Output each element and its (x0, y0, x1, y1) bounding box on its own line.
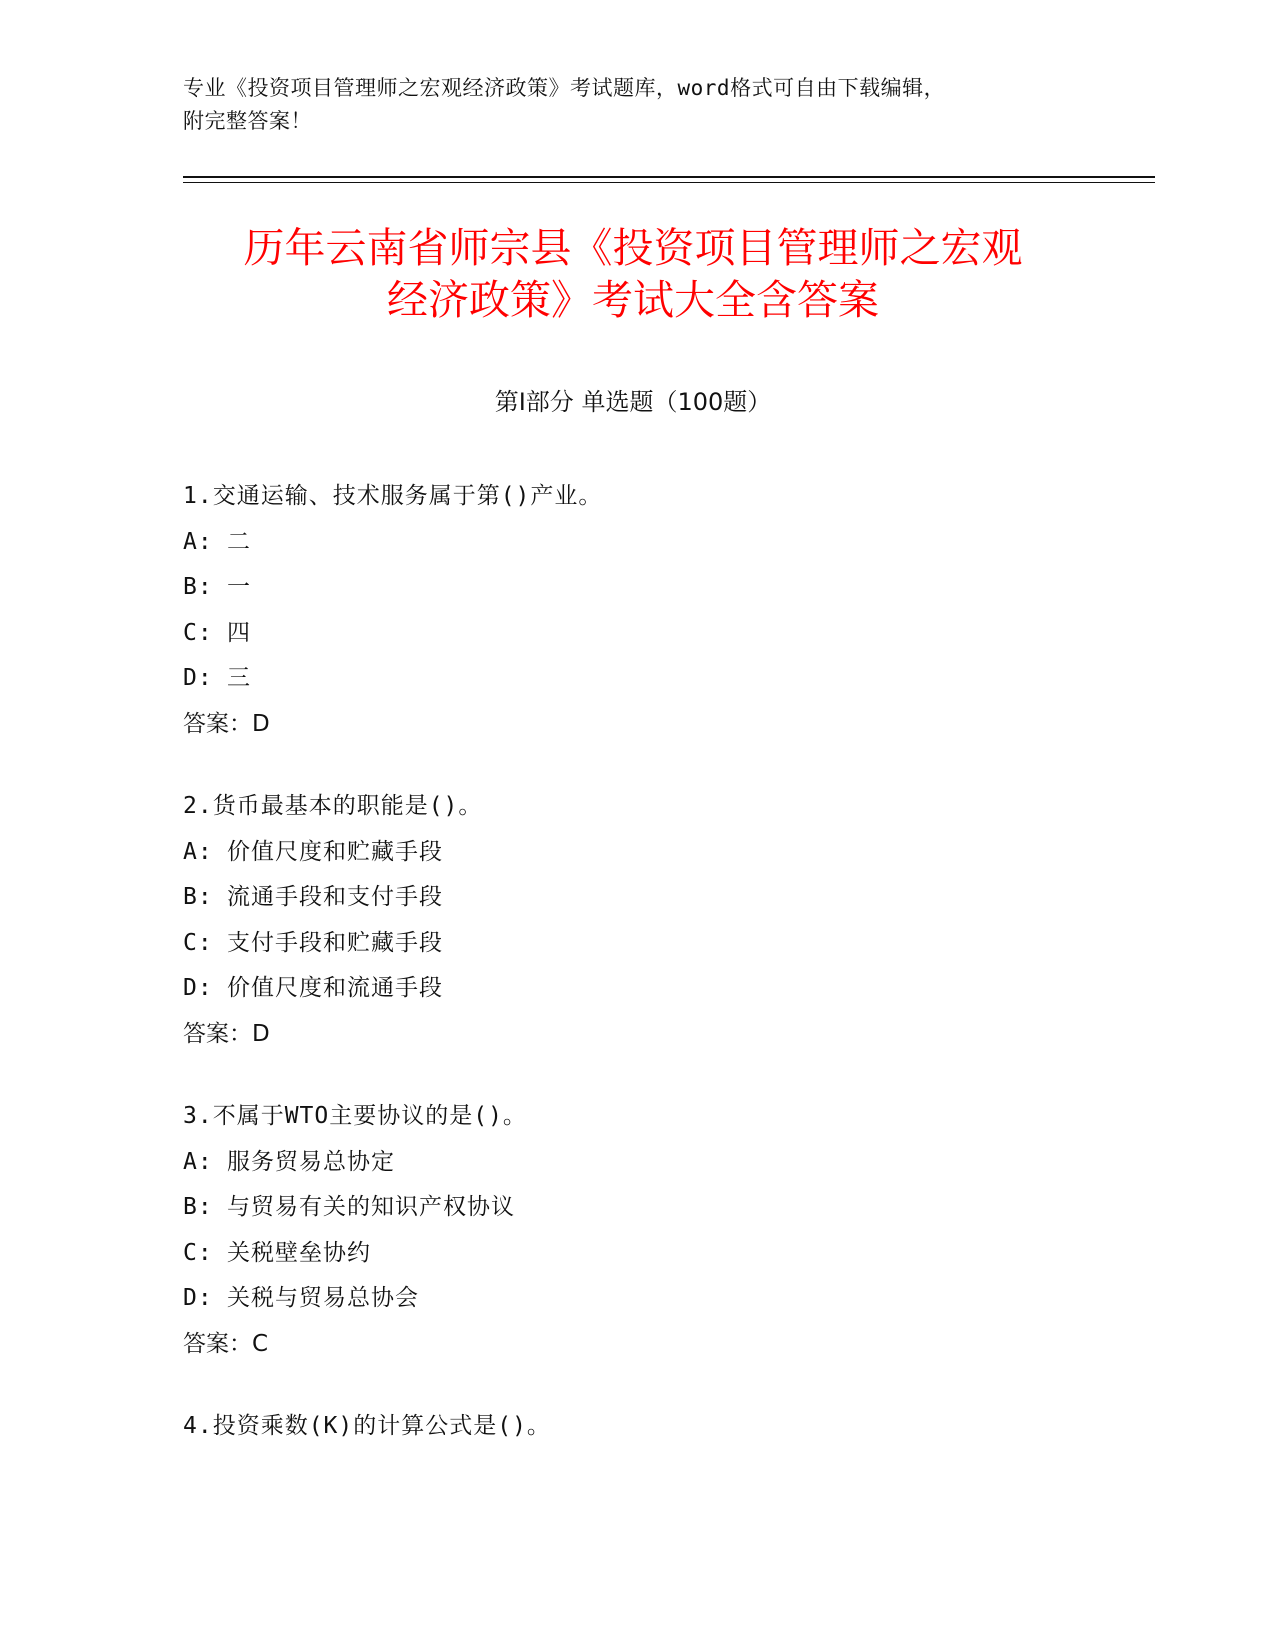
answer-line: 答案：D (183, 710, 270, 737)
question-item (183, 784, 1083, 1057)
document-title (183, 222, 1083, 326)
option-key: A: (183, 838, 213, 865)
option-key: A: (183, 1148, 213, 1175)
option-key: D: (183, 1285, 213, 1311)
question-stem: 3.不属于WTO主要协议的是()。 (183, 1103, 527, 1129)
question-item (183, 1404, 1083, 1450)
option-text: 二 (227, 528, 251, 555)
option-b (183, 565, 1083, 611)
option-key: B: (183, 574, 213, 600)
header-note-line-1: 专业《投资项目管理师之宏观经济政策》考试题库，word格式可自由下载编辑， (183, 76, 946, 100)
option-text: 四 (227, 619, 251, 646)
option-text: 关税与贸易总协会 (227, 1285, 419, 1311)
option-key: A: (183, 528, 213, 555)
header-note-line-2: 附完整答案！ (183, 109, 312, 133)
answer-line: 答案：C (183, 1330, 269, 1357)
option-key: C: (183, 619, 213, 646)
option-text: 服务贸易总协定 (227, 1148, 395, 1175)
option-text: 价值尺度和贮藏手段 (227, 838, 443, 865)
question-item (183, 1094, 1083, 1367)
option-text: 价值尺度和流通手段 (227, 975, 443, 1001)
option-b (183, 875, 1083, 921)
question-stem: 2.货币最基本的职能是()。 (183, 793, 483, 819)
option-key: D: (183, 975, 213, 1001)
option-text: 一 (227, 574, 251, 600)
option-a (183, 1140, 1083, 1186)
option-d (183, 966, 1083, 1012)
option-d (183, 1276, 1083, 1322)
option-c (183, 611, 1083, 657)
option-c (183, 921, 1083, 967)
header-divider-thin (183, 182, 1155, 183)
option-a (183, 830, 1083, 876)
option-key: D: (183, 665, 213, 691)
option-a (183, 520, 1083, 566)
answer-line: 答案：D (183, 1020, 270, 1047)
question-item (183, 474, 1083, 747)
option-b (183, 1185, 1083, 1231)
option-c (183, 1231, 1083, 1277)
header-note (183, 72, 1083, 138)
document-title-line-2: 经济政策》考试大全含答案 (387, 276, 879, 324)
option-text: 三 (227, 665, 251, 691)
question-stem: 4.投资乘数(K)的计算公式是()。 (183, 1413, 551, 1439)
document-title-line-1: 历年云南省师宗县《投资项目管理师之宏观 (243, 224, 1023, 272)
option-text: 流通手段和支付手段 (227, 884, 443, 910)
header-divider-thick (183, 176, 1155, 178)
option-key: B: (183, 1194, 213, 1220)
section-heading: 第Ⅰ部分 单选题（100题） (494, 388, 772, 416)
question-stem: 1.交通运输、技术服务属于第()产业。 (183, 483, 603, 509)
option-key: C: (183, 929, 213, 956)
option-text: 与贸易有关的知识产权协议 (227, 1194, 515, 1220)
question-list (183, 474, 1083, 1487)
option-d (183, 656, 1083, 702)
option-text: 关税壁垒协约 (227, 1239, 371, 1266)
option-key: B: (183, 884, 213, 910)
option-key: C: (183, 1239, 213, 1266)
option-text: 支付手段和贮藏手段 (227, 929, 443, 956)
